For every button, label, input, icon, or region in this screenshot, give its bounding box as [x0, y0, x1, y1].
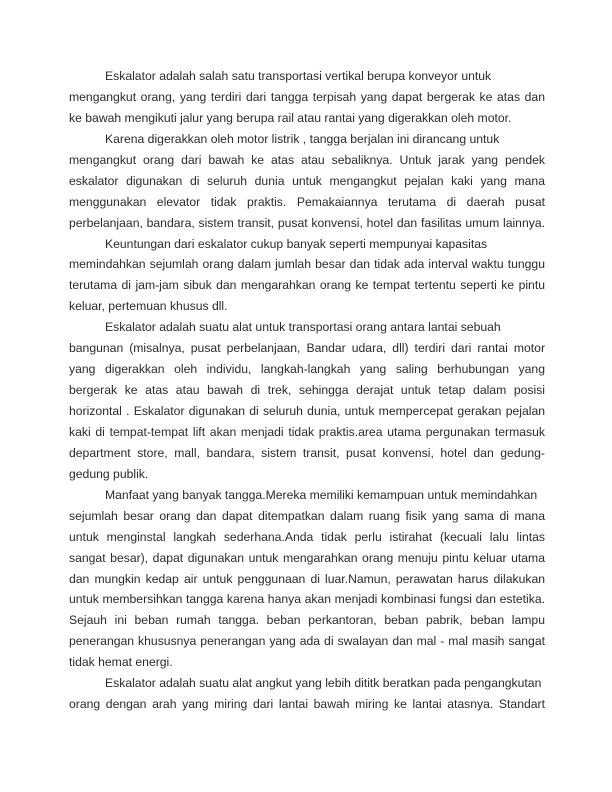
text-line: Karena digerakkan oleh motor listrik , tangga berjalan ini dirancang untuk: [105, 131, 500, 146]
text-line: terutama di jam-jam sibuk dan mengarahkan orang ke tempat tertentu seperti ke pintu: [69, 278, 545, 293]
text-line: tidak hemat energi.: [69, 655, 173, 670]
text-line: mengangkut orang dari bawah ke atas atau sebaliknya. Untuk jarak yang pendek: [69, 152, 545, 167]
text-line: Eskalator adalah salah satu transportasi vertikal berupa konveyor untuk: [105, 69, 492, 83]
text-line: sejumlah besar orang dan dapat ditempatkan dalam ruang fisik yang sama di mana: [69, 508, 545, 523]
text-line: keluar, pertemuan khusus dll.: [69, 299, 228, 314]
text-line: yang digerakkan oleh individu, langkah-langkah yang saling berhubungan yang: [69, 362, 545, 377]
text-line: memindahkan sejumlah orang dalam jumlah besar dan tidak ada interval waktu tunggu: [69, 257, 545, 272]
text-line: Sejauh ini beban rumah tangga. beban perkantoran, beban pabrik, beban lampu: [69, 613, 545, 628]
text-line: sangat besar), dapat digunakan untuk mengarahkan orang menuju pintu keluar utama: [69, 550, 545, 565]
text-line: bangunan (misalnya, pusat perbelanjaan, Bandar udara, dll) terdiri dari rantai motor: [69, 341, 545, 356]
text-line: orang dengan arah yang miring dari lantai bawah miring ke lantai atasnya. Standart: [69, 697, 545, 712]
text-line: menggunakan elevator tidak praktis. Pemakaiannya terutama di daerah pusat: [69, 194, 545, 209]
text-line: Manfaat yang banyak tangga.Mereka memiliki kemampuan untuk memindahkan: [105, 487, 538, 502]
text-line: department store, mall, bandara, sistem transit, pusat konvensi, hotel dan gedung-: [69, 445, 545, 460]
text-line: horizontal . Eskalator digunakan di seluruh dunia, untuk mempercepat gerakan pejalan: [69, 404, 545, 418]
text-line: untuk menginstal langkah sederhana.Anda tidak perlu istirahat (kecuali lalu lintas: [69, 529, 545, 544]
text-line: Keuntungan dari eskalator cukup banyak seperti mempunyai kapasitas: [105, 236, 488, 251]
text-line: mengangkut orang, yang terdiri dari tangga terpisah yang dapat bergerak ke atas dan: [69, 89, 545, 104]
text-line: kaki di tempat-tempat lift akan menjadi tidak praktis.area utama pergunakan termasuk: [69, 424, 545, 439]
text-line: bergerak ke atas atau bawah di trek, sehingga derajat untuk tetap dalam posisi: [69, 383, 545, 398]
body-text: [69, 66, 545, 715]
text-line: Eskalator adalah suatu alat untuk transportasi orang antara lantai sebuah: [105, 320, 501, 335]
text-line: Eskalator adalah suatu alat angkut yang lebih dititk beratkan pada pengangkutan: [105, 676, 542, 691]
text-line: perbelanjaan, bandara, sistem transit, pusat konvensi, hotel dan fasilitas umum lainnya.: [69, 215, 545, 230]
text-line: ke bawah mengikuti jalur yang berupa rail atau rantai yang digerakkan oleh motor.: [69, 110, 512, 125]
text-line: penerangan khususnya penerangan yang ada di swalayan dan mal - mal masih sangat: [69, 634, 545, 649]
text-line: eskalator digunakan di seluruh dunia untuk mengangkut pejalan kaki yang mana: [69, 173, 545, 188]
text-line: gedung publik.: [69, 466, 149, 481]
text-line: dan mungkin kedap air untuk penggunaan di luar.Namun, perawatan harus dilakukan: [69, 571, 545, 586]
text-line: untuk membersihkan tangga karena hanya akan menjadi kombinasi fungsi dan estetika.: [69, 592, 545, 607]
